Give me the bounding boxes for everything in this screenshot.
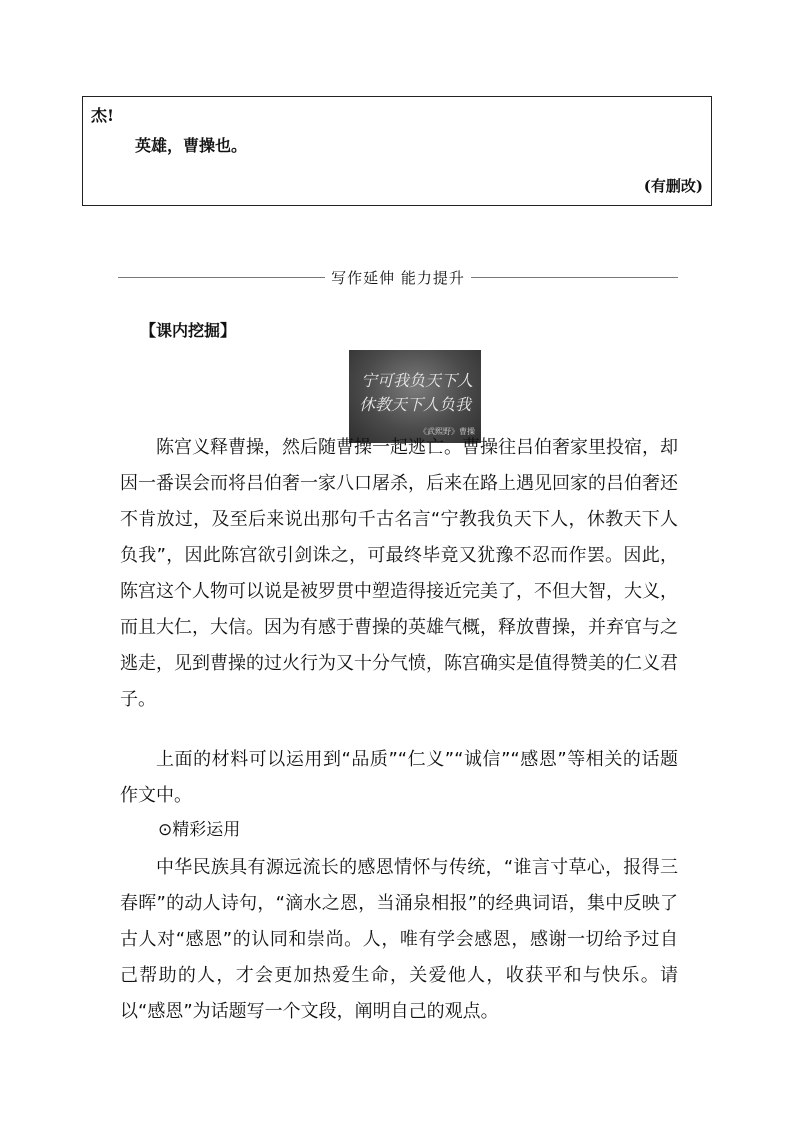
excerpt-box [82,96,712,206]
section-heading: 【课内挖掘】 [140,321,237,340]
divider-rule-right [471,277,678,278]
divider-title: 写作延伸 能力提升 [331,268,465,287]
excerpt-line-1: 杰! [91,106,115,125]
paragraph-usage: 上面的材料可以运用到“品质”“仁义”“诚信”“感恩”等相关的话题作文中。 [120,749,678,806]
paragraph-prompt: 中华民族具有源远流长的感恩情怀与传统，“谁言寸草心，报得三春晖”的动人诗句，“滴水之恩，当涌泉相报”的经典词语，集中反映了古人对“感恩”的认同和崇尚。人，唯有学会感恩，感谢一切给予过自己帮助的人，才会更加热爱生命，关爱他人，收获平和与快乐。请以“感恩”为话题写一个文段，阐明自己的观点。 [120,857,678,1022]
image-caption: 《武熙野》曹操 [419,427,475,436]
calligraphy-line-2: 休教天下人负我 [359,395,472,414]
divider-rule-left [118,277,325,278]
excerpt-note: (有删改) [643,177,703,195]
subheading-application: ⊙精彩运用 [158,820,241,840]
section-divider [118,266,678,288]
paragraph-material: 陈宫义释曹操，然后随曹操一起逃亡。曹操往吕伯奢家里投宿，却因一番误会而将吕伯奢一家八口屠杀，后来在路上遇见回家的吕伯奢还不肯放过，及至后来说出那句千古名言“宁教我负天下人，休教天下人负我”，因此陈宫欲引剑诛之，可最终毕竟又犹豫不忍而作罢。因此，陈宫这个人物可以说是被罗贯中塑造得接近完美了，不但大智，大义，而且大仁，大信。因为有感于曹操的英雄气概，释放曹操，并弃官与之逃走，见到曹操的过火行为又十分气愤，陈宫确实是值得赞美的仁义君子。 [120,437,678,710]
excerpt-line-2: 英雄，曹操也。 [135,136,248,155]
calligraphy-line-1: 宁可我负天下人 [361,371,474,390]
